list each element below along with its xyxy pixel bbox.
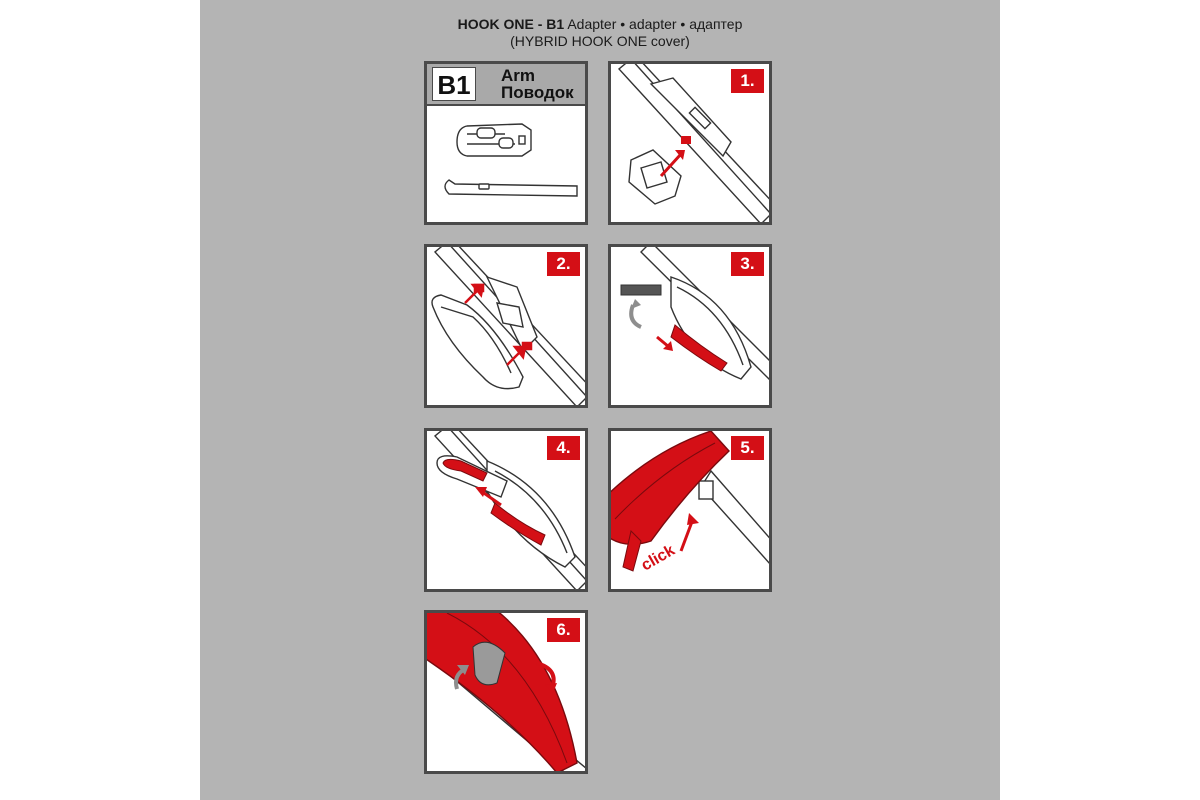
arm-type-panel — [424, 61, 588, 225]
step-1-panel — [608, 61, 772, 225]
step-2-badge: 2. — [547, 252, 580, 276]
step-4-badge: 4. — [547, 436, 580, 460]
step-4-panel — [424, 428, 588, 592]
step-5-badge: 5. — [731, 436, 764, 460]
step-2-panel — [424, 244, 588, 408]
instruction-sheet — [200, 0, 1000, 800]
step-5-panel — [608, 428, 772, 592]
step-3-panel — [608, 244, 772, 408]
step-5-click-label: click — [638, 541, 678, 575]
step-6-panel — [424, 610, 588, 774]
arm-label-ru: Поводок — [501, 83, 574, 102]
title-model: HOOK ONE - B1 — [457, 16, 565, 32]
title-line-1 — [200, 16, 1000, 33]
title-subtitle: (HYBRID HOOK ONE cover) — [510, 33, 690, 49]
step-1-badge: 1. — [731, 69, 764, 93]
arm-label-en: Arm — [501, 66, 536, 85]
adapter-and-arm-illustration — [427, 64, 585, 222]
sheet-title — [200, 16, 1000, 50]
title-adapter-words: Adapter • adapter • адаптер — [567, 16, 743, 32]
step-6-badge: 6. — [547, 618, 580, 642]
step-3-badge: 3. — [731, 252, 764, 276]
arm-type-code: B1 — [432, 67, 476, 101]
